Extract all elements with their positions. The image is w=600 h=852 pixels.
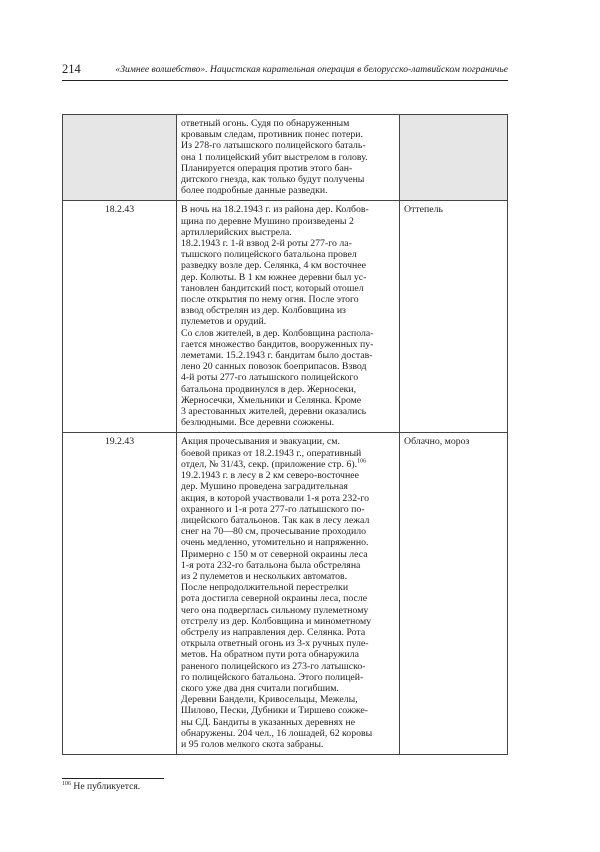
report-cell: В ночь на 18.2.1943 г. из района дер. Колбов- щина по деревне Мушино произведены 2 артиллерийских выстрела. 18.2.1943 г. 1-й взвод 2-й роты 277-го ла- тышского полицейского батальона провел разведку возле дер. Селянка, 4 км восточнее дер. Колюты. В 1 км южнее деревни был ус- тановлен бандитский пост, который отошел после открытия по нему огня. После этого взвод обстрелян из дер. Колбовщина из пулеметов и орудий. Со слов жителей, в дер. Колбовщина распола- гается множество бандитов, вооруженных пу- леметами. 15.2.1943 г. бандитам было достав- лено 20 санных повозок боеприпасов. Взвод 4-й роты 277-го латышского полицейского батальона продвинулся в дер. Жерносеки, Жерносечки, Хмельники и Селянка. Кроме 3 арестованных жителей, деревни оказались безлюдными. Все деревни сожжены. — [177, 201, 400, 433]
footnote-number: 106 — [62, 780, 71, 787]
report-text-part: 19.2.1943 г. в лесу в 2 км северо-восточнее дер. Мушино проведена заградительная акция, в которой участвовали 1-я рота 232-го охранного и 1-я рота 277-го латышского по- лицейского батальонов. Так как в лесу лежал снег на 70—80 см, прочесывание проходило очень медленно, утомительно и напряженно. Примерно с 150 м от северной окраины леса 1-я рота 232-го батальона была обстреляна из 2 пулеметов и нескольких автоматов. После непродолжительной перестрелки рота достигла северной окраины леса, после чего она подверглась сильному пулеметному отстрелу из дер. Колбовщина и минометному обстрелу из направления дер. Селянка. Рота открыла ответный огонь из 3-х ручных пуле- метов. На обратном пути рота обнаружила раненого полицейского из 273-го латышско- го полицейского батальона. Этого полицей- ского уже два дня считали погибшим. Деревни Бандели, Кривосельцы, Межелы, Шилово, Пески, Дубники и Тиршево сожже- ны СД. Бандиты в указанных деревнях не обнаружены. 204 чел., 16 лошадей, 62 коровы и 95 голов мелкого скота забраны. — [181, 470, 373, 750]
page-number: 214 — [62, 62, 81, 76]
footnote — [62, 781, 140, 792]
running-title: «Зимнее волшебство». Нацистская карательная операция в белорусско-латвийском пограничье — [115, 64, 508, 75]
weather-cell: Облачно, мороз — [400, 433, 508, 755]
running-header — [62, 58, 508, 78]
report-cell: ответный огонь. Судя по обнаруженным кровавым следам, противник понес потери. Из 278-го латышского полицейского баталь- она 1 полицейский убит выстрелом в голову. Планируется операция против этого бан- дитского гнезда, как только будут получены более подробные данные разведки. — [177, 115, 400, 201]
report-text-part: Акция прочесывания и эвакуации, см. боевой приказ от 18.2.1943 г., оперативный отдел, № 31/43, секр. (приложение стр. 6). — [181, 436, 362, 470]
header-rule — [62, 80, 508, 81]
table-row — [63, 433, 508, 755]
table-row — [63, 115, 508, 201]
report-cell — [177, 433, 400, 755]
weather-cell — [400, 115, 508, 201]
date-cell: 19.2.43 — [63, 433, 177, 755]
operations-log-table — [62, 114, 508, 755]
footnote-rule — [62, 778, 164, 779]
weather-cell: Оттепель — [400, 201, 508, 433]
table-row — [63, 201, 508, 433]
footnote-reference[interactable]: 106 — [357, 458, 367, 465]
date-cell: 18.2.43 — [63, 201, 177, 433]
date-cell — [63, 115, 177, 201]
footnote-text: Не публикуется. — [71, 781, 141, 792]
